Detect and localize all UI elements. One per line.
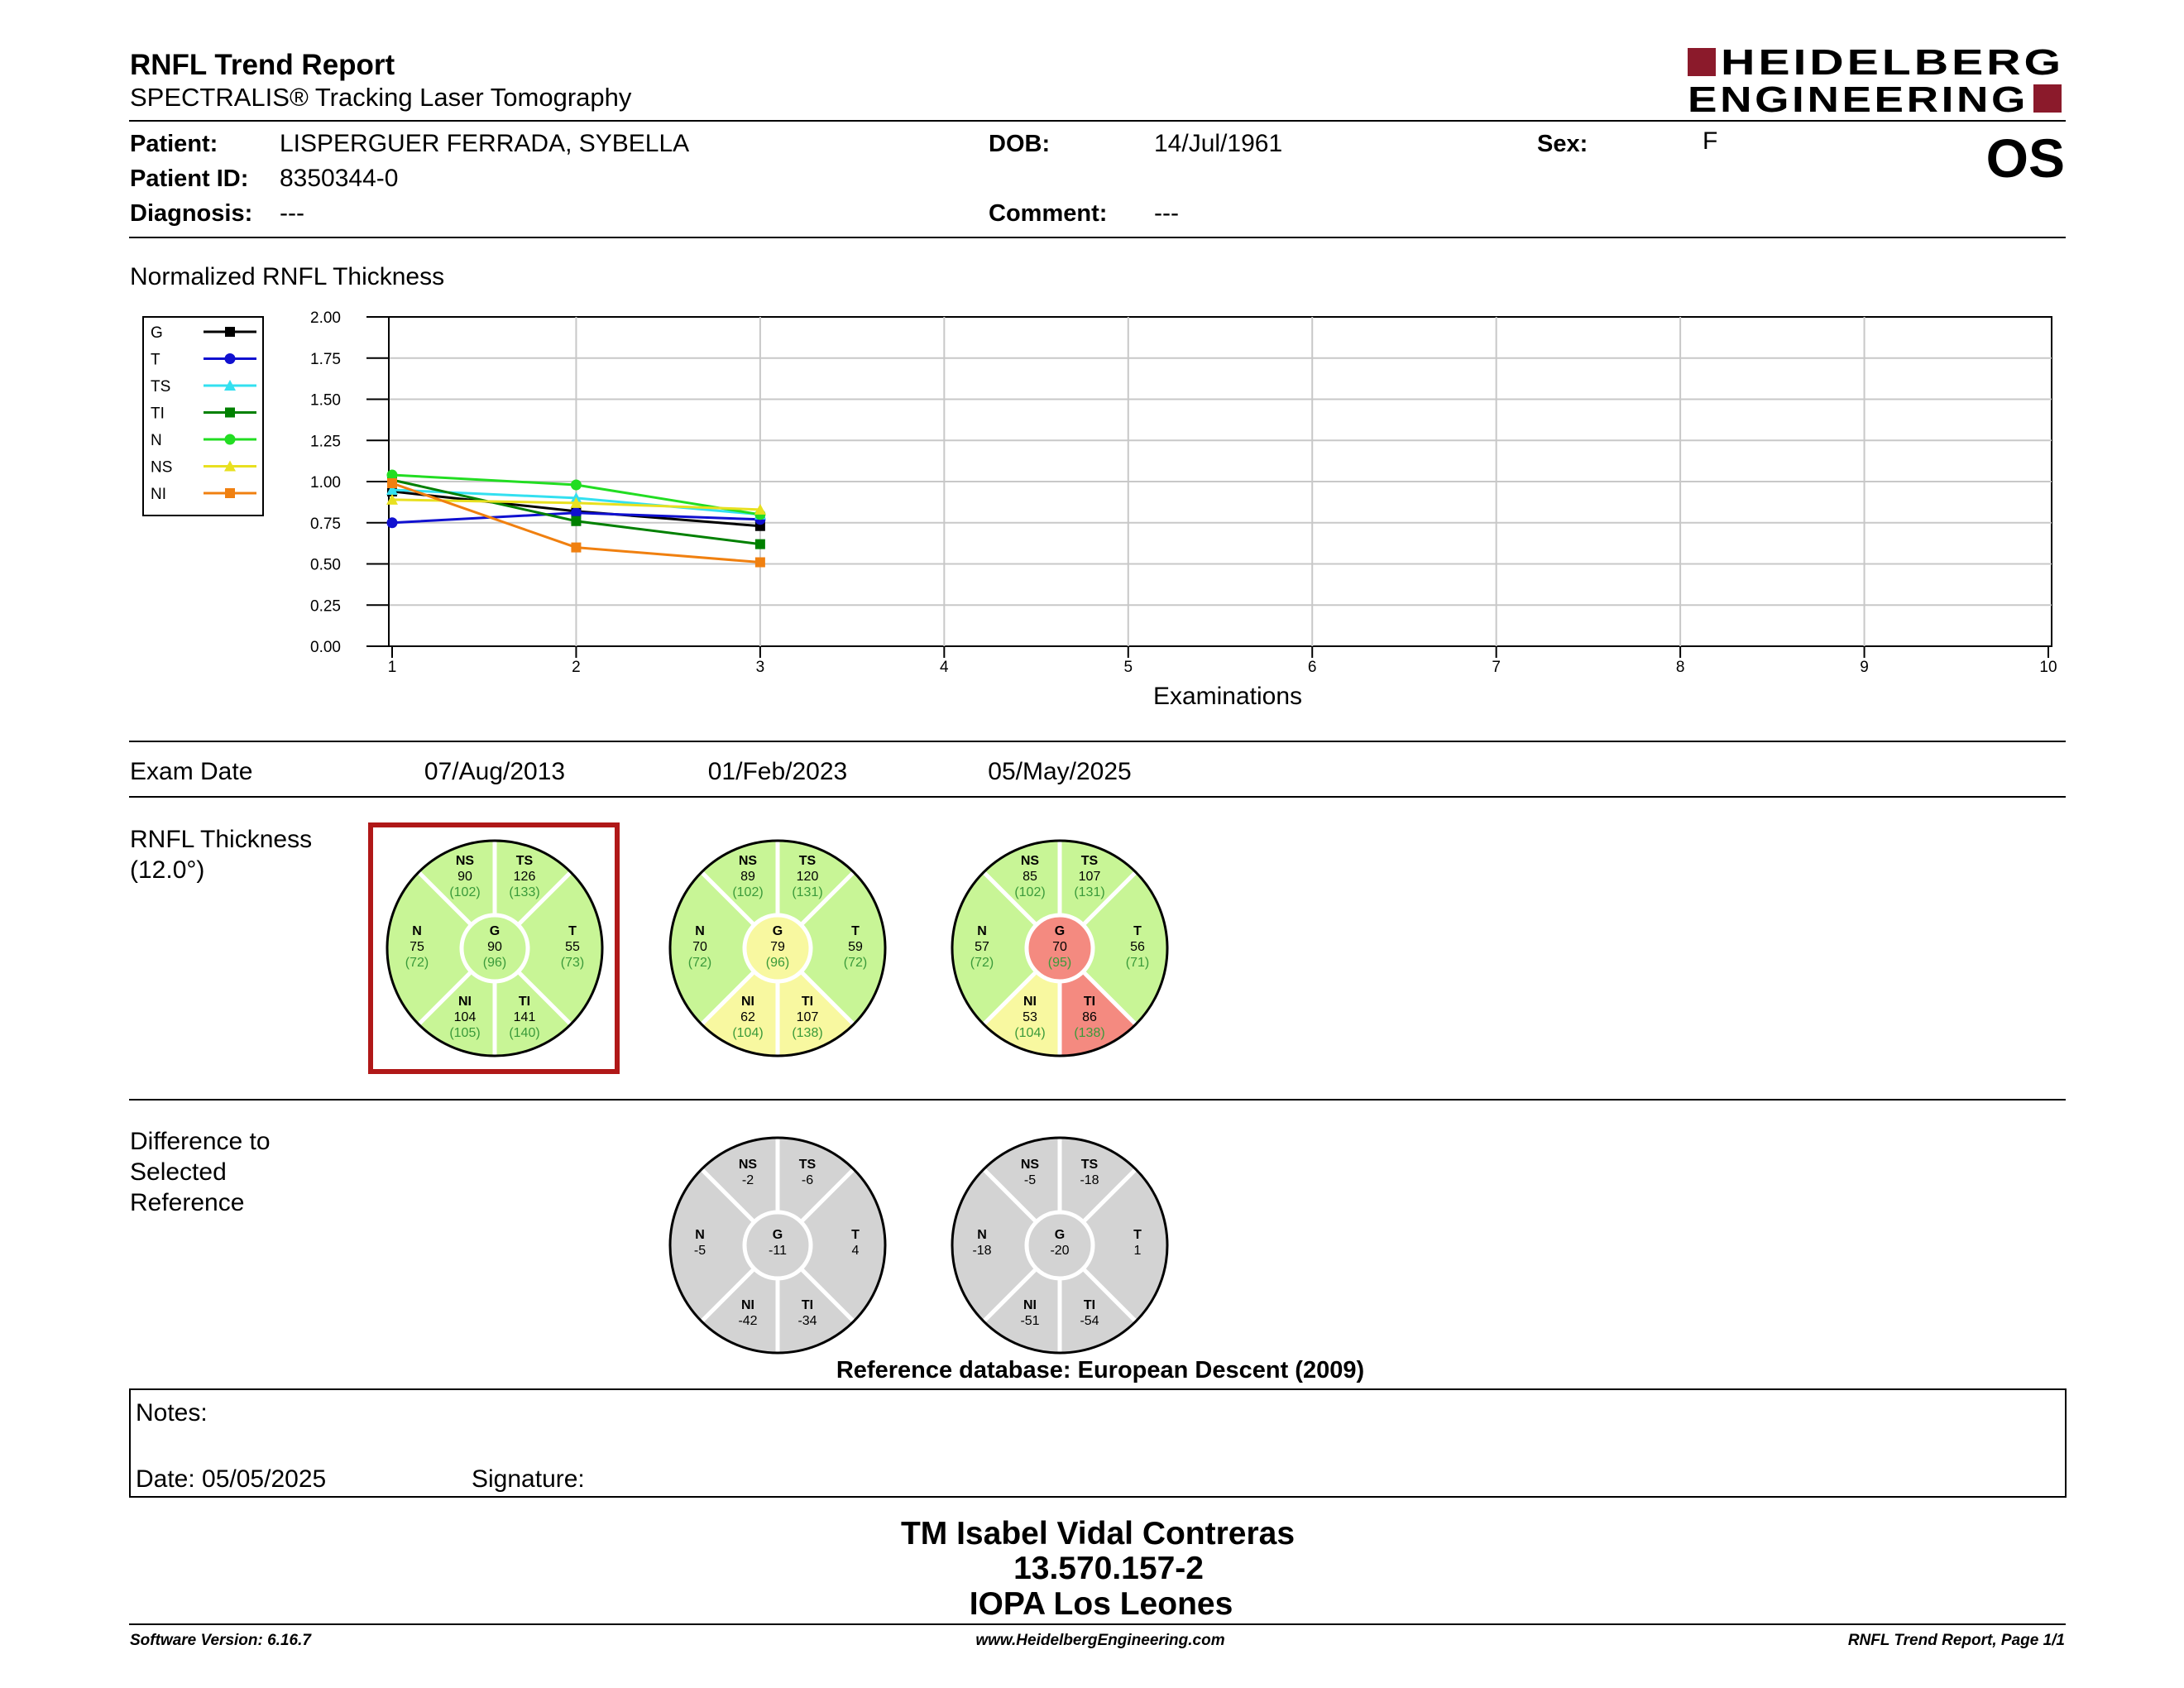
x-tick-label: 2: [572, 659, 581, 676]
x-tick-label: 4: [940, 659, 949, 676]
website-link[interactable]: www.HeidelbergEngineering.com: [975, 1632, 1225, 1649]
sector-label-ti: TI: [518, 995, 531, 1009]
sector-value-t: 1: [1133, 1244, 1142, 1258]
logo-text-heidelberg: HEIDELBERG: [1721, 42, 2064, 83]
sector-label-ns: NS: [738, 1158, 758, 1172]
sector-ref-g: (95): [1047, 956, 1072, 970]
sector-label-n: N: [412, 924, 422, 938]
sector-value-g: 79: [770, 940, 785, 954]
sector-ref-ti: (138): [792, 1026, 823, 1040]
sector-label-n: N: [977, 1228, 987, 1242]
patient-name: LISPERGUER FERRADA, SYBELLA: [280, 130, 690, 157]
comment-value: ---: [1154, 199, 1179, 227]
sector-label-t: T: [568, 924, 577, 938]
heidelberg-logo: [1688, 42, 2064, 120]
thickness-circle-2[interactable]: [670, 841, 885, 1056]
difference-circles: [670, 1138, 1167, 1353]
data-point-ni: [571, 543, 581, 553]
sector-ref-ti: (140): [509, 1026, 540, 1040]
sector-value-ni: 53: [1023, 1010, 1037, 1024]
legend-marker: [225, 353, 236, 364]
sector-value-n: -5: [693, 1244, 706, 1258]
data-point-ti: [571, 516, 581, 526]
patient-id-label: Patient ID:: [130, 165, 249, 192]
software-version: Software Version: 6.16.7: [130, 1632, 311, 1649]
data-point-ni: [755, 558, 765, 568]
thickness-circle-3[interactable]: [952, 841, 1167, 1056]
sector-label-t: T: [1133, 924, 1142, 938]
x-tick-label: 7: [1492, 659, 1501, 676]
sector-ref-ts: (133): [509, 885, 540, 899]
x-tick-label: 5: [1123, 659, 1133, 676]
sector-ref-ni: (105): [449, 1026, 481, 1040]
x-tick-label: 6: [1307, 659, 1317, 676]
sector-value-n: 57: [975, 940, 989, 954]
sector-value-ti: 86: [1082, 1010, 1097, 1024]
trend-chart: [310, 309, 2057, 710]
legend-label: NS: [151, 458, 173, 477]
chart-title: Normalized RNFL Thickness: [130, 263, 445, 290]
sector-ref-ns: (102): [449, 885, 481, 899]
clinic-name: IOPA Los Leones: [969, 1586, 1233, 1622]
sector-label-ni: NI: [741, 995, 754, 1009]
difference-circle-1: [670, 1138, 885, 1353]
sector-value-t: 4: [851, 1244, 860, 1258]
sector-label-ns: NS: [1020, 854, 1040, 868]
legend-marker: [225, 434, 236, 445]
notes-date: Date: 05/05/2025: [136, 1465, 327, 1493]
sector-value-ti: -34: [797, 1314, 817, 1328]
thickness-circle-1[interactable]: [387, 841, 602, 1056]
dob-value: 14/Jul/1961: [1154, 130, 1283, 157]
sector-ref-ts: (131): [1074, 885, 1105, 899]
y-tick-label: 0.50: [310, 556, 341, 574]
legend-label: NI: [151, 486, 166, 503]
sector-value-ti: 141: [513, 1010, 536, 1024]
sector-value-ts: -18: [1080, 1173, 1099, 1187]
sector-label-ti: TI: [1083, 995, 1096, 1009]
diagnosis-value: ---: [280, 199, 304, 227]
sector-ref-n: (72): [405, 956, 429, 970]
sector-value-ni: 104: [453, 1010, 477, 1024]
difference-label-1: Difference to: [130, 1128, 271, 1155]
sector-value-n: 75: [410, 940, 424, 954]
notes-box[interactable]: [130, 1389, 2066, 1497]
logo-square-bottom: [2033, 84, 2062, 113]
sector-value-ni: -42: [738, 1314, 758, 1328]
legend-label: TS: [151, 378, 171, 396]
exam-date-label: Exam Date: [130, 758, 253, 785]
sector-label-n: N: [695, 924, 705, 938]
sector-ref-t: (71): [1125, 956, 1150, 970]
sector-ref-ni: (104): [1014, 1026, 1046, 1040]
sector-label-ni: NI: [1023, 995, 1037, 1009]
legend-label: T: [151, 351, 160, 369]
dob-label: DOB:: [989, 131, 1051, 157]
report-title: RNFL Trend Report: [130, 49, 395, 81]
sector-ref-n: (72): [970, 956, 994, 970]
legend-marker: [225, 408, 235, 418]
sector-value-ns: -2: [741, 1173, 754, 1187]
exam-date-1: 07/Aug/2013: [424, 758, 566, 785]
eye-indicator: OS: [1985, 127, 2065, 189]
patient-id-value: 8350344-0: [280, 165, 399, 192]
sector-label-n: N: [695, 1228, 705, 1242]
y-tick-label: 1.50: [310, 391, 341, 410]
y-tick-label: 2.00: [310, 309, 341, 327]
difference-label-3: Reference: [130, 1189, 245, 1216]
legend-label: G: [151, 324, 163, 342]
sector-value-ns: 90: [457, 870, 472, 884]
y-tick-label: 0.25: [310, 597, 341, 616]
exam-date-2: 01/Feb/2023: [707, 758, 848, 785]
legend-marker: [225, 488, 235, 498]
y-tick-label: 1.25: [310, 433, 341, 451]
sector-label-ni: NI: [458, 995, 472, 1009]
legend-label: N: [151, 432, 162, 449]
sector-value-ti: 107: [796, 1010, 819, 1024]
comment-label: Comment:: [989, 200, 1108, 227]
sector-value-ni: 62: [740, 1010, 755, 1024]
sex-label: Sex:: [1537, 131, 1588, 157]
sector-label-n: N: [977, 924, 987, 938]
sector-value-t: 56: [1130, 940, 1145, 954]
thickness-label: RNFL Thickness: [130, 826, 313, 853]
sector-value-g: -11: [769, 1244, 787, 1258]
report-subtitle: SPECTRALIS® Tracking Laser Tomography: [130, 83, 632, 112]
x-tick-label: 8: [1675, 659, 1685, 676]
sector-label-ti: TI: [801, 995, 814, 1009]
x-axis-label: Examinations: [1152, 683, 1303, 710]
sector-ref-ni: (104): [732, 1026, 764, 1040]
patient-label: Patient:: [130, 131, 218, 157]
y-tick-label: 0.00: [310, 639, 341, 656]
sector-ref-n: (72): [687, 956, 712, 970]
x-tick-label: 9: [1860, 659, 1869, 676]
sector-value-ns: 85: [1023, 870, 1037, 884]
sector-label-t: T: [851, 924, 860, 938]
sector-ref-g: (96): [765, 956, 790, 970]
sector-value-n: 70: [692, 940, 707, 954]
sector-value-ns: 89: [740, 870, 755, 884]
sector-label-ts: TS: [515, 854, 534, 868]
difference-label-2: Selected: [130, 1158, 227, 1186]
sector-label-ns: NS: [1020, 1158, 1040, 1172]
exam-date-3: 05/May/2025: [988, 758, 1132, 785]
sector-label-ns: NS: [738, 854, 758, 868]
x-tick-label: 1: [387, 659, 397, 676]
sector-label-g: G: [772, 924, 783, 938]
sector-ref-ns: (102): [1014, 885, 1046, 899]
sector-value-t: 55: [565, 940, 580, 954]
sector-value-t: 59: [848, 940, 863, 954]
sector-label-ts: TS: [1080, 1158, 1099, 1172]
sector-value-g: 90: [487, 940, 502, 954]
data-point-t: [387, 517, 398, 528]
data-point-ti: [755, 539, 765, 549]
x-tick-label: 3: [755, 659, 765, 676]
sector-ref-ns: (102): [732, 885, 764, 899]
sector-label-g: G: [1054, 924, 1066, 938]
sector-label-ns: NS: [455, 854, 475, 868]
sector-label-ti: TI: [801, 1298, 814, 1312]
y-tick-label: 1.75: [310, 350, 341, 368]
sector-label-ts: TS: [798, 854, 817, 868]
sector-ref-t: (73): [560, 956, 585, 970]
x-tick-label: 10: [2039, 659, 2057, 676]
sector-label-g: G: [1054, 1228, 1066, 1242]
thickness-circles: [387, 841, 1167, 1056]
data-point-n: [571, 479, 582, 490]
difference-circle-2: [952, 1138, 1167, 1353]
notes-label: Notes:: [136, 1399, 208, 1427]
sector-ref-ts: (131): [792, 885, 823, 899]
sector-value-ts: -6: [801, 1173, 814, 1187]
thickness-angle-label: (12.0°): [130, 856, 205, 884]
reference-database: Reference database: European Descent (2009): [836, 1357, 1365, 1383]
sector-label-g: G: [772, 1228, 783, 1242]
y-tick-label: 1.00: [310, 474, 341, 492]
diagnosis-label: Diagnosis:: [130, 200, 253, 227]
sector-value-ns: -5: [1023, 1173, 1037, 1187]
sex-value: F: [1703, 127, 1718, 155]
sector-label-t: T: [851, 1228, 860, 1242]
sector-label-ts: TS: [1080, 854, 1099, 868]
y-axis-ticks: [310, 309, 389, 656]
logo-text-engineering: ENGINEERING: [1688, 79, 2028, 120]
clinician-rut: 13.570.157-2: [1013, 1551, 1204, 1586]
sector-label-t: T: [1133, 1228, 1142, 1242]
logo-square-top: [1688, 48, 1716, 76]
sector-value-ts: 126: [513, 870, 536, 884]
sector-value-n: -18: [972, 1244, 992, 1258]
page-number: RNFL Trend Report, Page 1/1: [1847, 1632, 2065, 1649]
sector-value-g: 70: [1052, 940, 1067, 954]
legend-label: TI: [151, 405, 165, 423]
sector-value-ts: 120: [796, 870, 819, 884]
sector-label-ni: NI: [1023, 1298, 1037, 1312]
clinician-name: TM Isabel Vidal Contreras: [900, 1516, 1296, 1551]
x-axis-ticks: [388, 646, 2057, 676]
sector-label-ts: TS: [798, 1158, 817, 1172]
sector-value-g: -20: [1050, 1244, 1070, 1258]
chart-legend: [143, 317, 263, 516]
sector-label-g: G: [489, 924, 500, 938]
data-point-ni: [387, 478, 397, 488]
y-tick-label: 0.75: [310, 515, 341, 533]
sector-value-ts: 107: [1078, 870, 1101, 884]
signature-label: Signature:: [472, 1465, 585, 1493]
sector-value-ni: -51: [1020, 1314, 1040, 1328]
sector-ref-ti: (138): [1074, 1026, 1105, 1040]
sector-label-ni: NI: [741, 1298, 754, 1312]
legend-marker: [225, 327, 235, 337]
sector-label-ti: TI: [1083, 1298, 1096, 1312]
sector-ref-g: (96): [482, 956, 507, 970]
sector-value-ti: -54: [1080, 1314, 1099, 1328]
sector-ref-t: (72): [843, 956, 868, 970]
